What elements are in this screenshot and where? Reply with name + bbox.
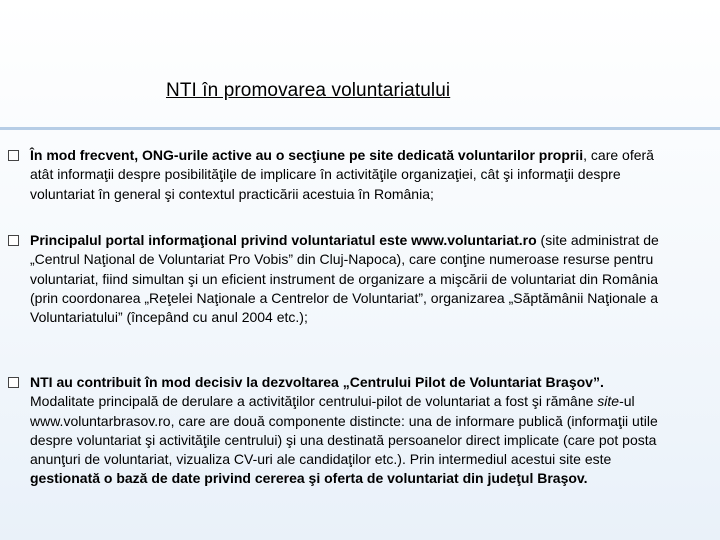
bullet-text <box>30 373 668 489</box>
bullet-regular-text: (site administrat de „Centrul Naţional de Voluntariat Pro Vobis” din Cluj-Napoca), care conţine numeroase resurse pentru voluntariat, fiind simultan şi un eficient instrument de organizare a mişcării de voluntariat din România (prin coordonarea „Reţelei Naţionale a Centrelor de Voluntariat”, organizarea „Săptămânii Naţionale a Voluntariatului” (începând cu anul 2004 etc.); <box>30 232 659 326</box>
bullet-text <box>30 146 668 204</box>
bullet-regular-text: Modalitate principală de derulare a activităţilor centrului-pilot de voluntariat a fost şi rămâne <box>30 393 598 410</box>
bullet-italic-text: site <box>597 393 620 410</box>
bullet-bold-text: Principalul portal informaţional privind voluntariatul este www.voluntariat.ro <box>30 232 537 248</box>
square-bullet-icon <box>8 377 19 388</box>
bullet-regular-text: , care oferă atât informaţii despre posibilităţile de implicare în activităţile organizaţiei, cât şi informaţii despre voluntariat în general şi contextul practicării acestuia în România; <box>30 147 654 202</box>
bullet-bold-text: gestionată o bază de date privind cererea şi oferta de voluntariat din judeţul Braşov. <box>30 470 588 487</box>
slide-title: NTI în promovarea voluntariatului <box>166 80 451 101</box>
bullet-regular-text: -ul www.voluntarbrasov.ro, care are două componente distincte: una de informare publică (informaţii utile despre voluntariat şi activităţile centrului) şi una destinată persoanelor direct implicate (care pot posta anunţuri de voluntariat, vizualiza CV-uri ale candidaţilor etc.). Prin intermediul acestui site este <box>30 393 658 468</box>
bullet-item-online-volunteer-sections <box>8 146 668 204</box>
square-bullet-icon <box>8 235 19 246</box>
bullet-bold-text: În mod frecvent, ONG-urile active au o secţiune pe site dedicată voluntarilor proprii <box>30 147 584 163</box>
bullet-bold-text: NTI au contribuit în mod decisiv la dezvoltarea „Centrului Pilot de Voluntariat Braşov”. <box>30 374 604 390</box>
bullet-item-brasov-pilot-center <box>8 373 668 489</box>
title-divider <box>0 127 720 130</box>
square-bullet-icon <box>8 150 19 161</box>
bullet-item-main-portal <box>8 231 668 327</box>
bullet-text <box>30 231 668 327</box>
